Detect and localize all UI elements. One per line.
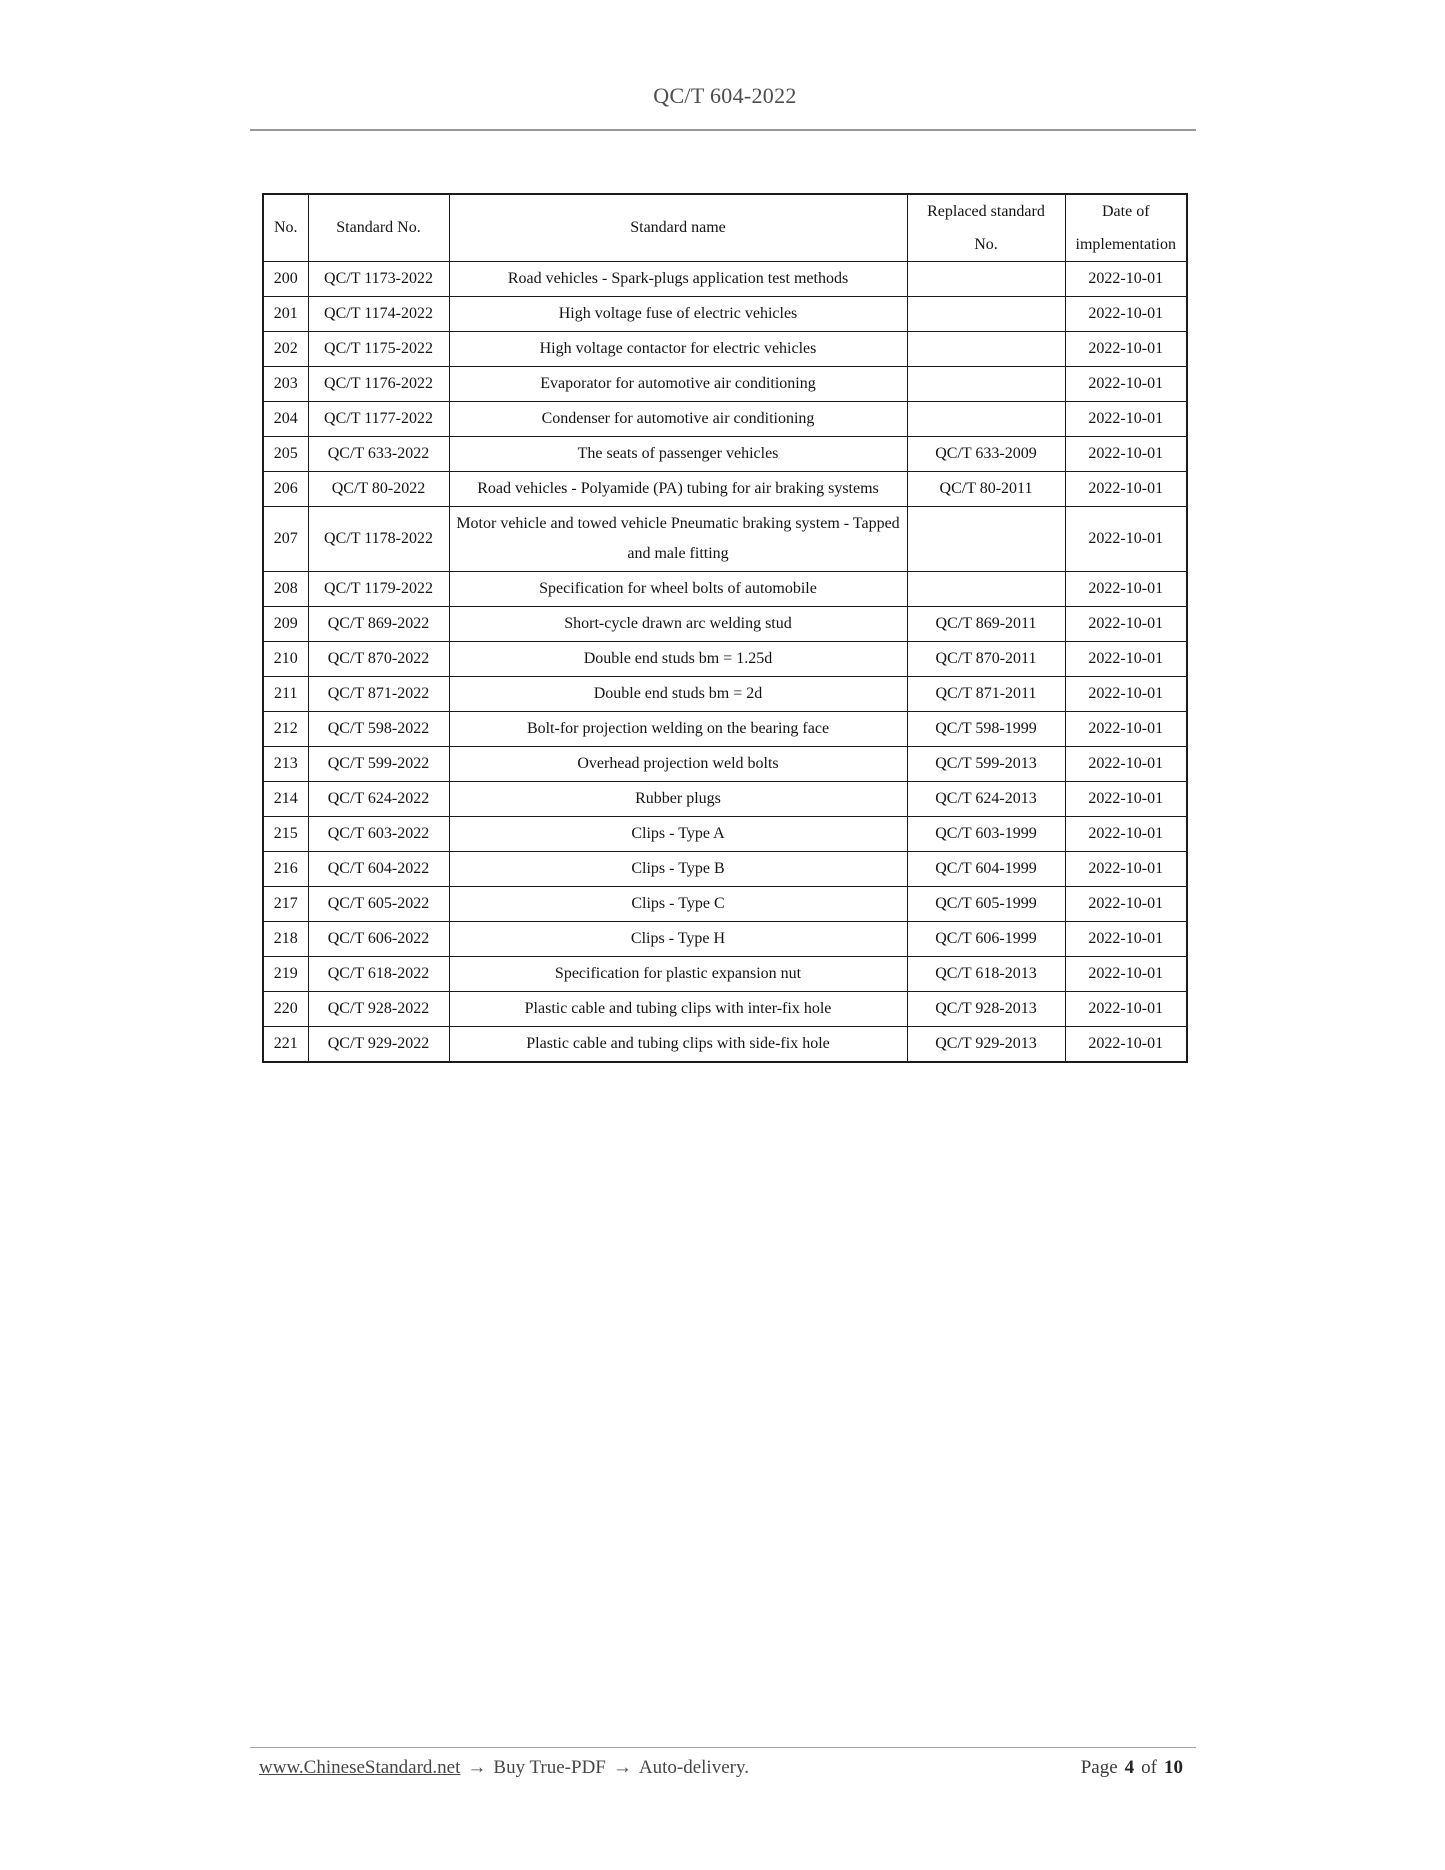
cell-date-of-implementation: 2022-10-01 (1065, 437, 1187, 472)
cell-no: 218 (263, 922, 308, 957)
cell-standard-no: QC/T 605-2022 (308, 887, 449, 922)
cell-standard-name: High voltage fuse of electric vehicles (449, 297, 907, 332)
cell-replaced-standard-no (907, 297, 1065, 332)
cell-replaced-standard-no: QC/T 606-1999 (907, 922, 1065, 957)
cell-no: 216 (263, 852, 308, 887)
col-header-replaced-standard (907, 194, 1065, 262)
table-row (263, 437, 1187, 472)
cell-standard-no: QC/T 870-2022 (308, 642, 449, 677)
cell-standard-name: Bolt-for projection welding on the bearing face (449, 712, 907, 747)
cell-standard-no: QC/T 604-2022 (308, 852, 449, 887)
table-row (263, 992, 1187, 1027)
cell-standard-no: QC/T 871-2022 (308, 677, 449, 712)
cell-standard-no: QC/T 633-2022 (308, 437, 449, 472)
cell-no: 213 (263, 747, 308, 782)
cell-standard-no: QC/T 1175-2022 (308, 332, 449, 367)
cell-date-of-implementation: 2022-10-01 (1065, 367, 1187, 402)
cell-standard-name: High voltage contactor for electric vehicles (449, 332, 907, 367)
cell-date-of-implementation: 2022-10-01 (1065, 957, 1187, 992)
col-header-no: No. (263, 194, 308, 262)
cell-no: 209 (263, 607, 308, 642)
footer-website-link[interactable]: www.ChineseStandard.net (259, 1757, 461, 1778)
cell-replaced-standard-no: QC/T 605-1999 (907, 887, 1065, 922)
cell-standard-no: QC/T 80-2022 (308, 472, 449, 507)
cell-replaced-standard-no: QC/T 80-2011 (907, 472, 1065, 507)
page-total-number: 10 (1164, 1757, 1183, 1778)
cell-date-of-implementation: 2022-10-01 (1065, 817, 1187, 852)
arrow-icon: → (467, 1757, 487, 1778)
cell-no: 210 (263, 642, 308, 677)
table-row (263, 607, 1187, 642)
table-row (263, 922, 1187, 957)
table-row (263, 572, 1187, 607)
footer-rule (250, 1747, 1196, 1748)
cell-no: 205 (263, 437, 308, 472)
cell-date-of-implementation: 2022-10-01 (1065, 992, 1187, 1027)
page-indicator (1078, 1757, 1187, 1779)
col-header-date-line2: implementation (1075, 236, 1176, 253)
cell-standard-no: QC/T 599-2022 (308, 747, 449, 782)
cell-no: 201 (263, 297, 308, 332)
cell-standard-name: Overhead projection weld bolts (449, 747, 907, 782)
cell-no: 217 (263, 887, 308, 922)
table-row (263, 507, 1187, 572)
cell-replaced-standard-no: QC/T 633-2009 (907, 437, 1065, 472)
page-current-number: 4 (1124, 1757, 1135, 1778)
doc-header-title: QC/T 604-2022 (653, 83, 797, 108)
cell-no: 202 (263, 332, 308, 367)
cell-standard-name: Evaporator for automotive air conditioning (449, 367, 907, 402)
table-row (263, 1027, 1187, 1063)
cell-date-of-implementation: 2022-10-01 (1065, 572, 1187, 607)
cell-no: 214 (263, 782, 308, 817)
table-row (263, 957, 1187, 992)
cell-standard-no: QC/T 1173-2022 (308, 262, 449, 297)
cell-replaced-standard-no: QC/T 598-1999 (907, 712, 1065, 747)
of-label: of (1141, 1757, 1157, 1778)
cell-date-of-implementation: 2022-10-01 (1065, 852, 1187, 887)
cell-replaced-standard-no: QC/T 869-2011 (907, 607, 1065, 642)
header-rule (250, 129, 1196, 131)
col-header-standard-name: Standard name (449, 194, 907, 262)
arrow-icon: → (612, 1757, 632, 1778)
table-row (263, 402, 1187, 437)
cell-date-of-implementation: 2022-10-01 (1065, 607, 1187, 642)
cell-standard-name: Clips - Type A (449, 817, 907, 852)
cell-standard-name: Clips - Type B (449, 852, 907, 887)
cell-date-of-implementation: 2022-10-01 (1065, 297, 1187, 332)
cell-standard-name: Clips - Type C (449, 887, 907, 922)
cell-no: 219 (263, 957, 308, 992)
auto-delivery-label: Auto-delivery. (638, 1757, 749, 1778)
cell-replaced-standard-no: QC/T 624-2013 (907, 782, 1065, 817)
cell-no: 206 (263, 472, 308, 507)
col-header-date-line1: Date of (1101, 203, 1150, 220)
standards-table-body (263, 262, 1187, 1063)
cell-date-of-implementation: 2022-10-01 (1065, 472, 1187, 507)
cell-no: 211 (263, 677, 308, 712)
cell-standard-name: Short-cycle drawn arc welding stud (449, 607, 907, 642)
cell-standard-name: Plastic cable and tubing clips with side-fix hole (449, 1027, 907, 1063)
cell-no: 207 (263, 507, 308, 572)
cell-replaced-standard-no (907, 262, 1065, 297)
cell-standard-name: Specification for wheel bolts of automobile (449, 572, 907, 607)
cell-standard-no: QC/T 1177-2022 (308, 402, 449, 437)
table-row (263, 472, 1187, 507)
cell-standard-name: Motor vehicle and towed vehicle Pneumatic braking system - Tapped and male fitting (449, 507, 907, 572)
table-row (263, 712, 1187, 747)
cell-standard-no: QC/T 928-2022 (308, 992, 449, 1027)
cell-standard-name: Specification for plastic expansion nut (449, 957, 907, 992)
cell-standard-no: QC/T 1176-2022 (308, 367, 449, 402)
cell-replaced-standard-no: QC/T 871-2011 (907, 677, 1065, 712)
table-header (263, 194, 1187, 262)
col-header-date (1065, 194, 1187, 262)
table-row (263, 817, 1187, 852)
cell-replaced-standard-no (907, 402, 1065, 437)
table-row (263, 747, 1187, 782)
cell-standard-no: QC/T 929-2022 (308, 1027, 449, 1063)
cell-standard-name: Condenser for automotive air conditioning (449, 402, 907, 437)
col-header-standard-no: Standard No. (308, 194, 449, 262)
table-row (263, 642, 1187, 677)
cell-date-of-implementation: 2022-10-01 (1065, 507, 1187, 572)
cell-standard-no: QC/T 618-2022 (308, 957, 449, 992)
cell-standard-no: QC/T 598-2022 (308, 712, 449, 747)
cell-date-of-implementation: 2022-10-01 (1065, 262, 1187, 297)
cell-date-of-implementation: 2022-10-01 (1065, 922, 1187, 957)
cell-standard-no: QC/T 869-2022 (308, 607, 449, 642)
cell-replaced-standard-no (907, 367, 1065, 402)
cell-no: 221 (263, 1027, 308, 1063)
cell-no: 220 (263, 992, 308, 1027)
table-row (263, 852, 1187, 887)
cell-date-of-implementation: 2022-10-01 (1065, 1027, 1187, 1063)
cell-no: 200 (263, 262, 308, 297)
cell-replaced-standard-no: QC/T 618-2013 (907, 957, 1065, 992)
buy-true-pdf-label: Buy True-PDF (493, 1757, 606, 1778)
table-row (263, 367, 1187, 402)
table-row (263, 782, 1187, 817)
cell-date-of-implementation: 2022-10-01 (1065, 887, 1187, 922)
table-row (263, 677, 1187, 712)
cell-date-of-implementation: 2022-10-01 (1065, 782, 1187, 817)
cell-replaced-standard-no: QC/T 604-1999 (907, 852, 1065, 887)
cell-standard-name: Road vehicles - Polyamide (PA) tubing for air braking systems (449, 472, 907, 507)
cell-replaced-standard-no: QC/T 929-2013 (907, 1027, 1065, 1063)
cell-replaced-standard-no (907, 572, 1065, 607)
table-row (263, 887, 1187, 922)
cell-standard-no: QC/T 1178-2022 (308, 507, 449, 572)
cell-replaced-standard-no: QC/T 928-2013 (907, 992, 1065, 1027)
cell-no: 204 (263, 402, 308, 437)
table-header-row (263, 194, 1187, 262)
cell-replaced-standard-no: QC/T 870-2011 (907, 642, 1065, 677)
cell-standard-name: Road vehicles - Spark-plugs application test methods (449, 262, 907, 297)
cell-no: 208 (263, 572, 308, 607)
cell-date-of-implementation: 2022-10-01 (1065, 642, 1187, 677)
page-label: Page (1080, 1757, 1118, 1778)
cell-no: 215 (263, 817, 308, 852)
table-row (263, 332, 1187, 367)
cell-standard-no: QC/T 624-2022 (308, 782, 449, 817)
cell-standard-no: QC/T 606-2022 (308, 922, 449, 957)
cell-replaced-standard-no (907, 507, 1065, 572)
cell-standard-no: QC/T 1179-2022 (308, 572, 449, 607)
cell-date-of-implementation: 2022-10-01 (1065, 332, 1187, 367)
cell-standard-name: Clips - Type H (449, 922, 907, 957)
cell-date-of-implementation: 2022-10-01 (1065, 677, 1187, 712)
cell-standard-name: Double end studs bm = 2d (449, 677, 907, 712)
cell-replaced-standard-no (907, 332, 1065, 367)
col-header-replaced-line1: Replaced standard (927, 203, 1045, 220)
cell-standard-name: Plastic cable and tubing clips with inter-fix hole (449, 992, 907, 1027)
cell-standard-name: The seats of passenger vehicles (449, 437, 907, 472)
table-row (263, 262, 1187, 297)
cell-no: 212 (263, 712, 308, 747)
cell-replaced-standard-no: QC/T 599-2013 (907, 747, 1065, 782)
page-footer (259, 1757, 1187, 1779)
cell-date-of-implementation: 2022-10-01 (1065, 402, 1187, 437)
table-row (263, 297, 1187, 332)
cell-date-of-implementation: 2022-10-01 (1065, 712, 1187, 747)
cell-standard-name: Rubber plugs (449, 782, 907, 817)
standards-table (262, 193, 1188, 1063)
cell-replaced-standard-no: QC/T 603-1999 (907, 817, 1065, 852)
col-header-replaced-line2: No. (974, 236, 998, 253)
cell-standard-no: QC/T 603-2022 (308, 817, 449, 852)
footer-left (259, 1757, 749, 1779)
cell-no: 203 (263, 367, 308, 402)
cell-standard-name: Double end studs bm = 1.25d (449, 642, 907, 677)
cell-standard-no: QC/T 1174-2022 (308, 297, 449, 332)
cell-date-of-implementation: 2022-10-01 (1065, 747, 1187, 782)
